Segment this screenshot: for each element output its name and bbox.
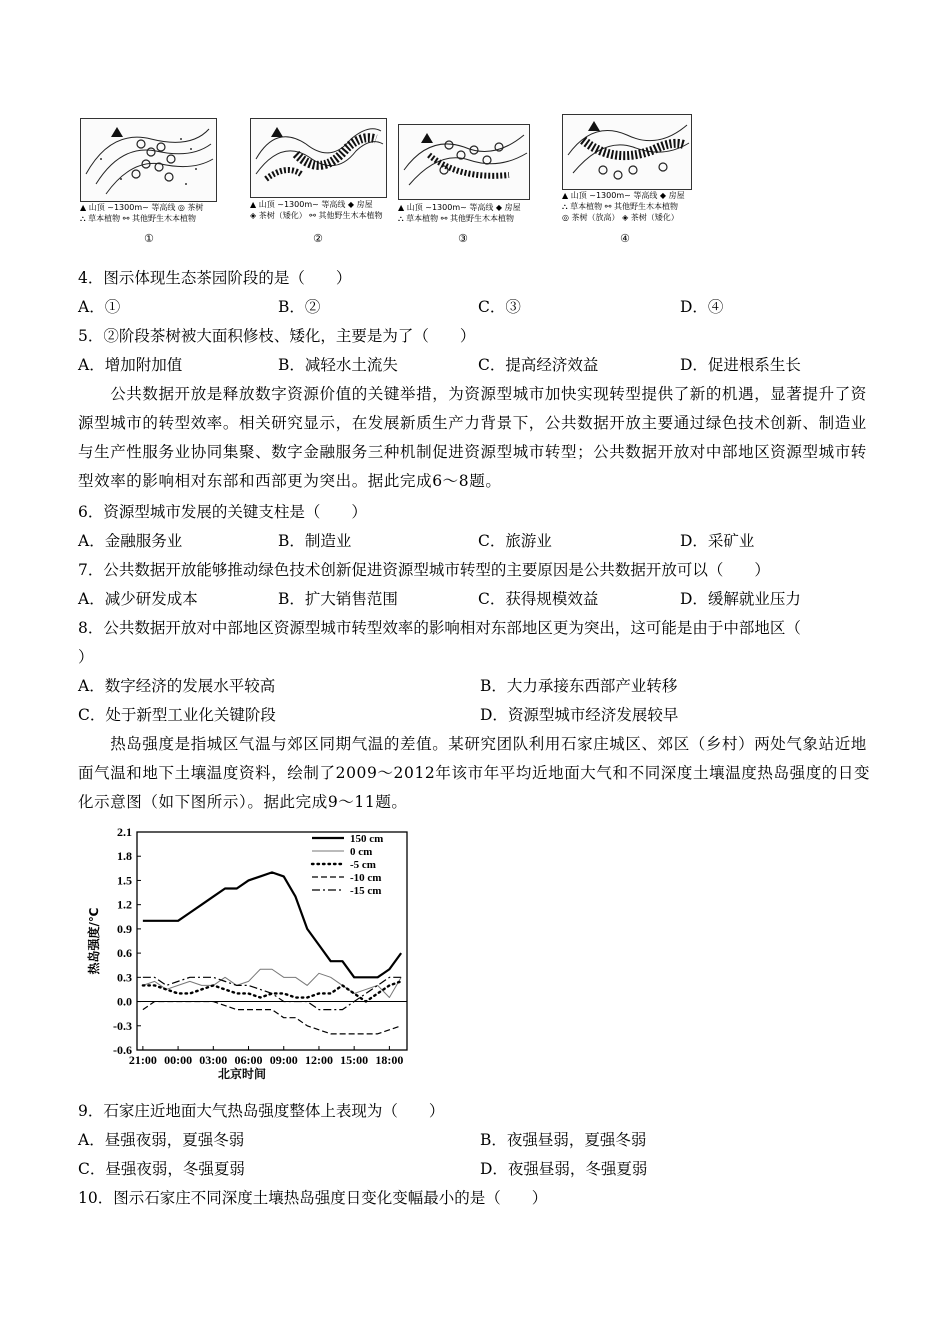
contour-map-2	[251, 119, 386, 197]
question-4-option-c[interactable]: C．③	[478, 298, 521, 316]
question-7-option-a[interactable]: A．减少研发成本	[78, 590, 198, 608]
map-panel-1	[80, 118, 217, 202]
x-tick-label: 21:00	[128, 1053, 157, 1067]
question-9-option-a[interactable]: A．昼强夜弱，夏强冬弱	[78, 1131, 245, 1149]
legend-label-1: 0 cm	[350, 846, 373, 858]
map-caption-4: ④	[620, 232, 630, 245]
map-legend-2: ▲ 山顶 ~1300m~ 等高线 ◆ 房屋 ◈ 茶树（矮化） ⚯ 其他野生木本植物	[250, 200, 383, 220]
question-8-option-d[interactable]: D．资源型城市经济发展较早	[480, 706, 679, 724]
question-8-option-c[interactable]: C．处于新型工业化关键阶段	[78, 706, 276, 724]
series-line-3	[143, 1002, 401, 1034]
question-9-option-d[interactable]: D．夜强昼弱，冬强夏弱	[480, 1160, 648, 1178]
y-tick-label: 0.6	[117, 946, 132, 961]
question-4-option-a[interactable]: A．①	[78, 298, 121, 316]
question-7-stem: 7．公共数据开放能够推动绿色技术创新促进资源型城市转型的主要原因是公共数据开放可以（ ）	[78, 561, 770, 579]
x-axis-label: 北京时间	[217, 1067, 267, 1081]
question-6-stem: 6．资源型城市发展的关键支柱是（ ）	[78, 503, 367, 521]
x-tick-label: 03:00	[199, 1053, 228, 1067]
passage-heat-island: 热岛强度是指城区气温与郊区同期气温的差值。某研究团队利用石家庄城区、郊区（乡村）两处气象站近地面气温和地下土壤温度资料，绘制了2009～2012年该市年平均近地面大气和不同深度土壤温度热岛强度的日变化示意图（如下图所示）。据此完成9～11题。	[78, 735, 871, 811]
x-tick-label: 18:00	[375, 1053, 404, 1067]
question-5-option-c[interactable]: C．提高经济效益	[478, 356, 599, 374]
map-caption-3: ③	[458, 232, 468, 245]
y-tick-label: -0.6	[113, 1043, 132, 1057]
x-tick-label: 06:00	[234, 1053, 263, 1067]
x-tick-label: 09:00	[269, 1053, 298, 1067]
y-tick-label: 1.5	[117, 873, 132, 888]
legend-label-0: 150 cm	[350, 833, 384, 845]
question-4-option-d[interactable]: D．④	[680, 298, 724, 316]
x-tick-label: 12:00	[304, 1053, 333, 1067]
question-6-option-c[interactable]: C．旅游业	[478, 532, 552, 550]
legend-label-4: -15 cm	[350, 885, 382, 897]
y-tick-label: 0.9	[117, 921, 132, 936]
question-9-stem: 9．石家庄近地面大气热岛强度整体上表现为（ ）	[78, 1102, 445, 1120]
question-5-option-b[interactable]: B．减轻水土流失	[278, 356, 398, 374]
legend-label-2: -5 cm	[350, 859, 376, 871]
map-panel-4	[562, 114, 692, 190]
legend-label-3: -10 cm	[350, 872, 382, 884]
map-panel-2	[250, 118, 387, 198]
map-legend-1: ▲ 山顶 ~1300m~ 等高线 ◎ 茶树 ⛬ 草本植物 ⚯ 其他野生木本植物	[80, 203, 204, 223]
question-4-stem: 4．图示体现生态茶园阶段的是（ ）	[78, 269, 352, 287]
question-8-option-b[interactable]: B．大力承接东西部产业转移	[480, 677, 678, 695]
question-6-option-a[interactable]: A．金融服务业	[78, 532, 183, 550]
x-tick-label: 15:00	[340, 1053, 369, 1067]
contour-map-1	[81, 119, 216, 201]
question-6-option-d[interactable]: D．采矿业	[680, 532, 755, 550]
question-9-option-c[interactable]: C．昼强夜弱，冬强夏弱	[78, 1160, 245, 1178]
map-panel-3	[398, 124, 530, 200]
question-5-option-d[interactable]: D．促进根系生长	[680, 356, 801, 374]
question-8-stem: 8．公共数据开放对中部地区资源型城市转型效率的影响相对东部地区更为突出，这可能是由于中部地区（	[78, 619, 801, 637]
x-tick-label: 00:00	[164, 1053, 193, 1067]
map-legend-3: ▲ 山顶 ~1300m~ 等高线 ◆ 房屋 ⛬ 草本植物 ⚯ 其他野生木本植物	[398, 203, 521, 223]
passage-resource-cities: 公共数据开放是释放数字资源价值的关键举措，为资源型城市加快实现转型提供了新的机遇，显著提升了资源型城市的转型效率。相关研究显示，在发展新质生产力背景下，公共数据开放主要通过绿色技术创新、制造业与生产性服务业协同集聚、数字金融服务三种机制促进资源型城市转型；公共数据开放对中部地区资源型城市转型效率的影响相对东部和西部更为突出。据此完成6～8题。	[78, 385, 867, 490]
question-9-option-b[interactable]: B．夜强昼弱，夏强冬弱	[480, 1131, 647, 1149]
question-8-stem-end: ）	[78, 648, 94, 666]
contour-map-4	[563, 115, 691, 189]
question-8-option-a[interactable]: A．数字经济的发展水平较高	[78, 677, 276, 695]
y-tick-label: 2.1	[117, 825, 132, 839]
question-10-stem: 10．图示石家庄不同深度土壤热岛强度日变化变幅最小的是（ ）	[78, 1189, 548, 1207]
y-tick-label: 1.2	[117, 897, 132, 912]
question-5-option-a[interactable]: A．增加附加值	[78, 356, 183, 374]
question-4-option-b[interactable]: B．②	[278, 298, 321, 316]
heat-island-chart	[82, 822, 422, 1088]
y-tick-label: -0.3	[113, 1018, 132, 1033]
map-caption-2: ②	[313, 232, 323, 245]
y-tick-label: 1.8	[117, 849, 132, 864]
y-tick-label: 0.0	[117, 994, 132, 1009]
question-7-option-b[interactable]: B．扩大销售范围	[278, 590, 398, 608]
question-5-stem: 5．②阶段茶树被大面积修枝、矮化，主要是为了（ ）	[78, 327, 476, 345]
question-7-option-d[interactable]: D．缓解就业压力	[680, 590, 801, 608]
contour-map-3	[399, 125, 529, 199]
y-axis-label: 热岛强度/℃	[87, 907, 101, 975]
y-tick-label: 0.3	[117, 970, 132, 985]
question-7-option-c[interactable]: C．获得规模效益	[478, 590, 599, 608]
map-legend-4: ▲ 山顶 ~1300m~ 等高线 ◆ 房屋 ⛬ 草本植物 ⚯ 其他野生木本植物 ◎ 茶树（放高） ◈ 茶树（矮化）	[562, 191, 685, 222]
map-caption-1: ①	[144, 232, 154, 245]
question-6-option-b[interactable]: B．制造业	[278, 532, 352, 550]
